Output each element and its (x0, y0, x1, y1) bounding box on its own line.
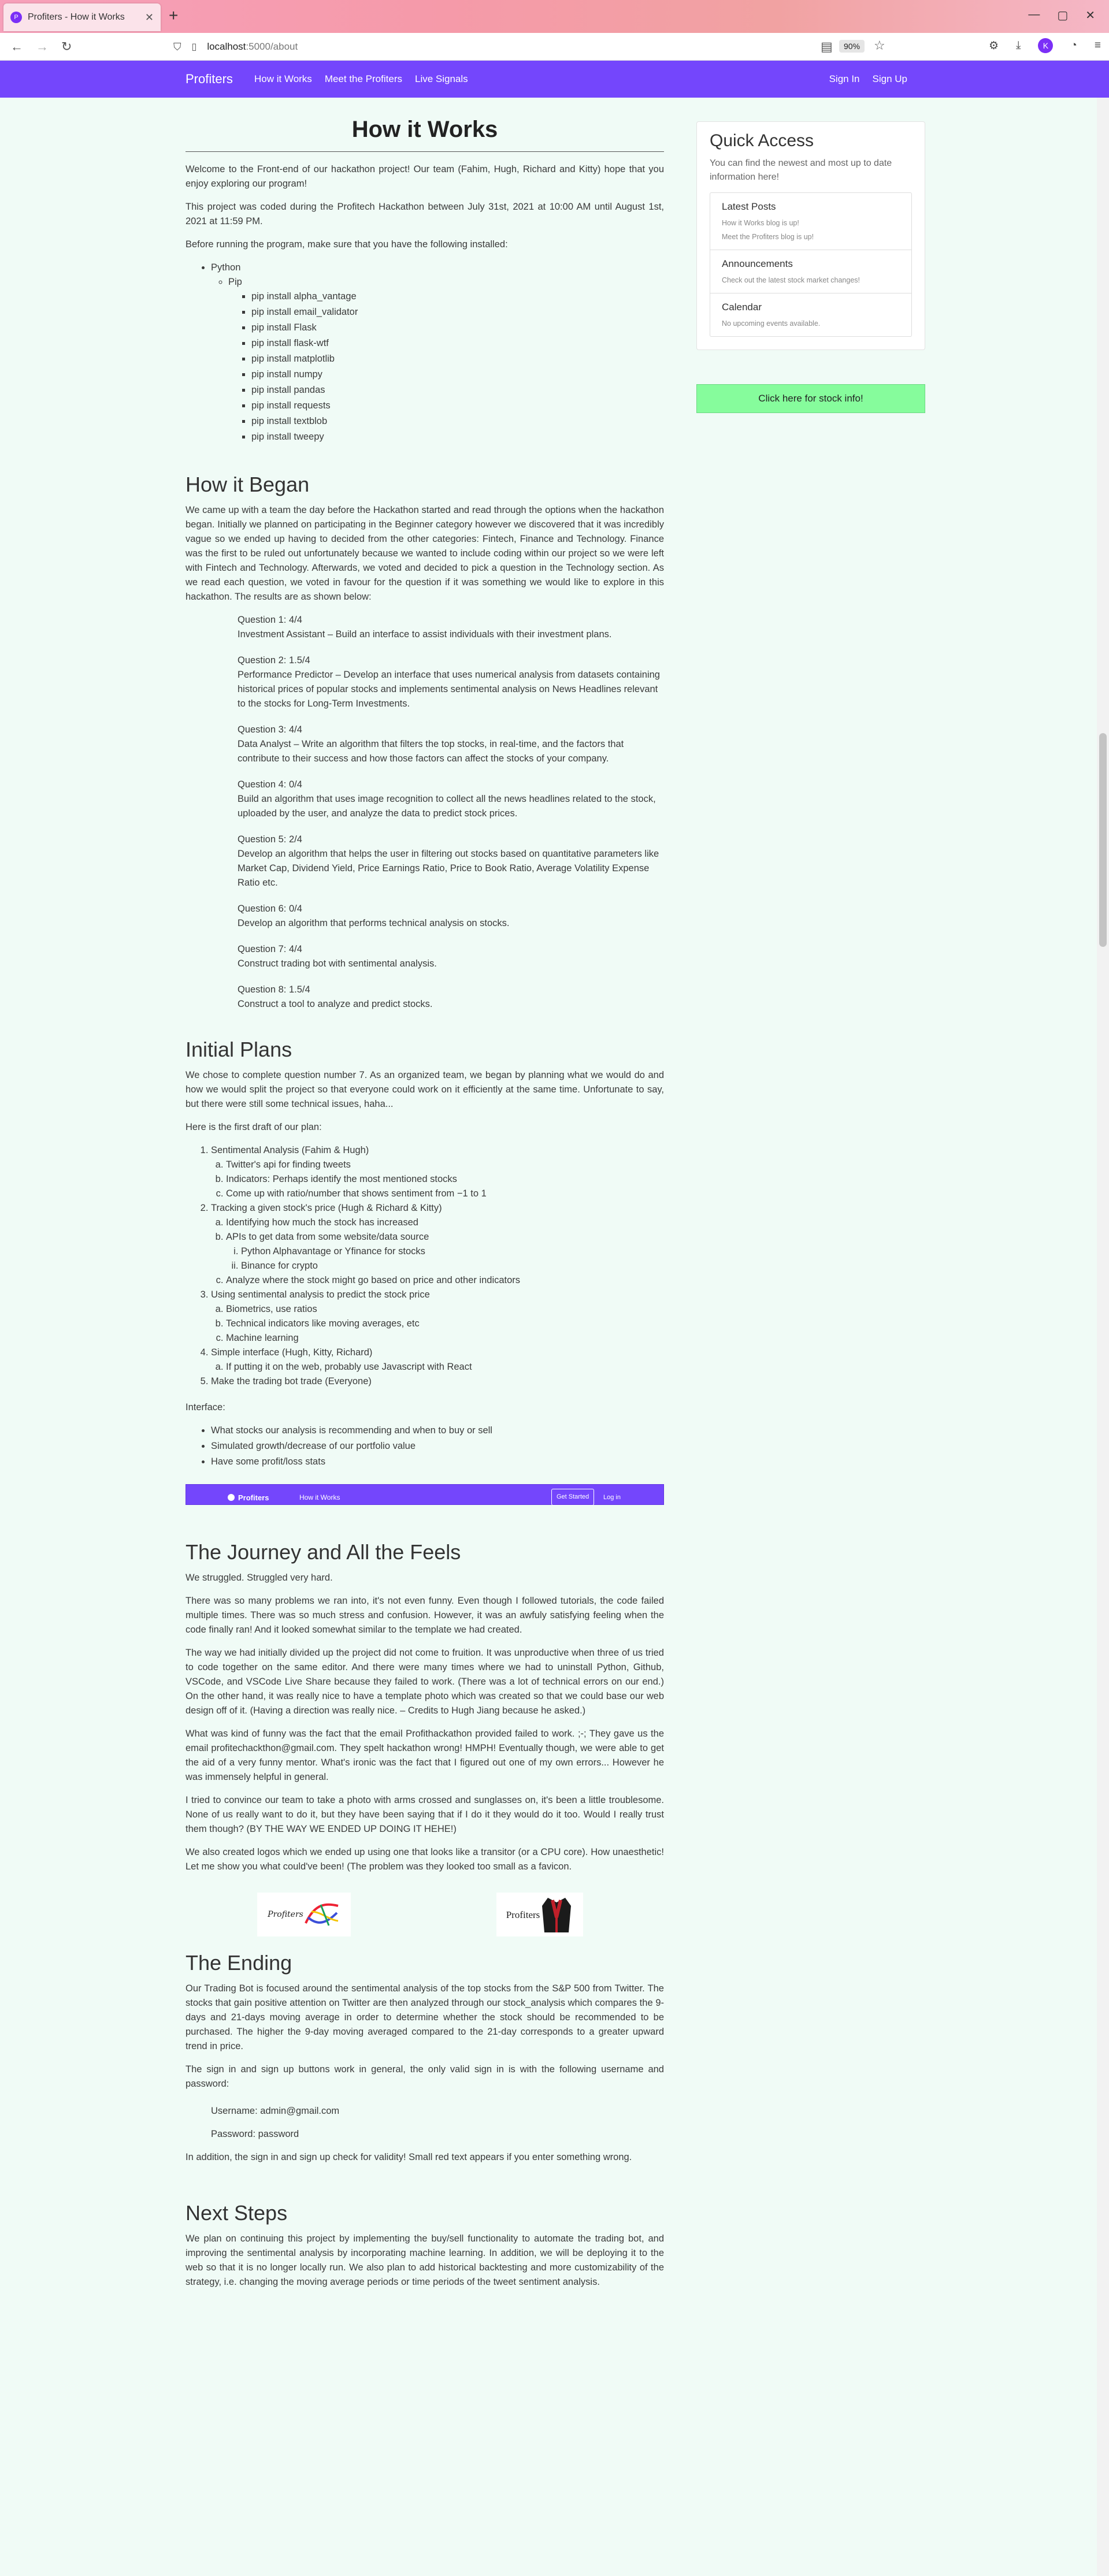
logo-gallery (186, 1893, 664, 1939)
question-title: Question 3: 4/4 (238, 724, 302, 735)
logo-option-2 (496, 1893, 583, 1936)
question-desc: Investment Assistant – Build an interface to assist individuals with their investment plans. (238, 629, 612, 640)
ending-paragraph-2: The sign in and sign up buttons work in general, the only valid sign in is with the following username and password: (186, 2064, 664, 2089)
demo-password: Password: password (211, 2129, 299, 2139)
maximize-icon[interactable]: ▢ (1057, 9, 1069, 22)
install-item-pip (228, 275, 664, 444)
draft-brand (228, 1490, 269, 1505)
nav-sign-in[interactable]: Sign In (829, 73, 860, 84)
plan-subitem: a. Twitter's api for finding tweets (226, 1158, 664, 1172)
plan-sublist (226, 1302, 664, 1345)
next-paragraph: We plan on continuing this project by implementing the buy/sell functionality to automate the trading bot, and improving the sentimental analysis by incorporating machine learning. In addition, we will be deploying it to the web so that it is no longer locally run. We also plan to add historical backtesting and more customizability of the strategy, i.e. changing the moving average periods or time periods of the tweet sentiment analysis. (186, 2233, 664, 2287)
account-avatar[interactable]: K (1038, 38, 1053, 53)
plan-subitem: c. Come up with ratio/number that shows sentiment from −1 to 1 (226, 1187, 664, 1201)
intro-paragraph-3: Before running the program, make sure that you have the following installed: (186, 239, 508, 250)
plans-paragraph-2: Here is the first draft of our plan: (186, 1122, 322, 1132)
draft-brand-label: Profiters (238, 1493, 269, 1502)
stock-info-button[interactable]: Click here for stock info! (696, 384, 925, 413)
browser-toolbar (0, 33, 1109, 61)
install-item-python (211, 261, 664, 444)
nav-meet-the-profiters[interactable]: Meet the Profiters (324, 73, 402, 84)
tab-title: Profiters - How it Works (28, 12, 125, 22)
page-title: How it Works (186, 116, 664, 152)
plan-item-label: Tracking a given stock's price (Hugh & Richard & Kitty) (211, 1203, 442, 1213)
nav-live-signals[interactable]: Live Signals (414, 73, 468, 84)
question-title: Question 6: 0/4 (238, 904, 302, 914)
install-sublist (228, 275, 664, 444)
tab-close-icon[interactable]: ✕ (144, 11, 154, 23)
question-title: Question 2: 1.5/4 (238, 655, 310, 666)
question-desc: Data Analyst – Write an algorithm that filters the top stocks, in real-time, and the factors that contribute to their success and how those factors can affect the stocks of your company. (238, 739, 624, 764)
draft-navbar-image (186, 1484, 664, 1505)
plan-subsublist (241, 1244, 664, 1273)
bookmark-star-icon[interactable]: ☆ (874, 38, 885, 53)
demo-username: Username: admin@gmail.com (211, 2106, 340, 2116)
nav-sign-up[interactable]: Sign Up (872, 73, 907, 84)
nav-auth-links (829, 73, 907, 85)
question-title: Question 8: 1.5/4 (238, 984, 310, 995)
page-icon: ▯ (191, 42, 197, 52)
question-3 (238, 723, 664, 766)
heading-initial-plans: Initial Plans (186, 1038, 292, 1061)
plan-item (211, 1345, 664, 1374)
menu-icon[interactable]: ≡ (1094, 39, 1101, 51)
back-icon[interactable]: ← (10, 39, 23, 54)
logo-option-2-text: Profiters (506, 1909, 540, 1920)
logo-jacket-icon (540, 1894, 573, 1935)
new-tab-button[interactable]: + (169, 6, 179, 24)
draft-logo-icon (228, 1494, 235, 1501)
plan-item (211, 1143, 664, 1201)
main-content (186, 116, 664, 2298)
question-desc: Performance Predictor – Develop an interface that uses numerical analysis from datasets containing historical prices of popular stocks and implements sentimental analysis on News Headlines relevant to the stocks for Long-Term Investments. (238, 670, 660, 709)
plan-item-label: Sentimental Analysis (Fahim & Hugh) (211, 1145, 369, 1155)
reload-icon[interactable]: ↻ (61, 39, 72, 54)
question-desc: Construct trading bot with sentimental analysis. (238, 958, 437, 969)
logo-option-1 (257, 1893, 351, 1936)
plan-subitem-label: APIs to get data from some website/data source (226, 1232, 429, 1242)
nav-links (254, 73, 468, 85)
quick-access-desc: You can find the newest and most up to date information here! (710, 158, 892, 182)
ending-paragraph-3: In addition, the sign in and sign up check for validity! Small red text appears if you enter something wrong. (186, 2152, 632, 2162)
plan-item (211, 1288, 664, 1345)
page-scrollbar[interactable] (1097, 98, 1109, 2576)
browser-tab-active[interactable] (3, 3, 161, 31)
plan-subitem: c. Machine learning (226, 1331, 664, 1345)
question-title: Question 5: 2/4 (238, 834, 302, 845)
package-item: ▪ pip install pandas (251, 383, 664, 397)
minimize-icon[interactable]: — (1028, 8, 1040, 21)
list-item-title: Calendar (722, 302, 762, 313)
ending-paragraph-1: Our Trading Bot is focused around the sentimental analysis of the top stocks from the S&P 500 from Twitter. The stocks that gain positive attention on Twitter are then analyzed through our stock_analysis which compares the 9-days and 21-days moving average in order to determine whether the stock should be recommended to be purchased. The higher the 9-day moving averaged compared to the 21-day corresponds to a greater upward trend in price. (186, 1983, 664, 2051)
reader-view-icon[interactable]: ▤ (821, 39, 833, 54)
plan-subitem: c. Analyze where the stock might go based on price and other indicators (226, 1273, 664, 1288)
install-list (211, 261, 664, 444)
plan-item (211, 1201, 664, 1288)
package-item: ▪ pip install Flask (251, 321, 664, 335)
address-bar[interactable] (173, 36, 884, 57)
package-list (251, 289, 664, 444)
download-icon[interactable]: ⤓ (1016, 39, 1021, 51)
window-controls (1028, 8, 1095, 23)
plan-subitem: a. If putting it on the web, probably use Javascript with React (226, 1360, 664, 1374)
question-desc: Develop an algorithm that helps the user in filtering out stocks based on quantitative parameters like Market Cap, Dividend Yield, Price Earnings Ratio, Price to Book Ratio, Average Volatility Expense Ratio etc. (238, 849, 659, 888)
logo-swirl-icon (303, 1900, 340, 1929)
question-desc: Construct a tool to analyze and predict stocks. (238, 999, 433, 1009)
interface-list (211, 1423, 664, 1469)
began-paragraph: We came up with a team the day before the Hackathon started and read through the options when the hackathon began. Initially we planned on participating in the Beginner category however we discovered that it was incredibly vague so we ended up having to decided from the other categories: Fintech, Finance and Technology. Finance was the first to be ruled out unfortunately because we wanted to include coding within our project so we were left with Fintech and Technology. Afterwards, we voted and decided to pick a question in the Technology section. As we read each question, we voted in favour for the question if it was something we would like to explore in this hackathon. The results are as shown below: (186, 505, 664, 602)
draft-get-started: Get Started (551, 1489, 594, 1506)
browser-right-icons (989, 38, 1101, 53)
plan-subsubitem: i. Python Alphavantage or Yfinance for stocks (241, 1244, 664, 1259)
zoom-level[interactable]: 90% (839, 40, 865, 53)
plan-list (211, 1143, 664, 1389)
list-item-line: How it Works blog is up! (722, 219, 799, 227)
question-6 (238, 902, 664, 931)
intro-paragraph-2: This project was coded during the Profitech Hackathon between July 31st, 2021 at 10:00 AM until August 1st, 2021 at 11:59 PM. (186, 202, 664, 226)
question-title: Question 7: 4/4 (238, 944, 302, 954)
plan-subitem: a. Biometrics, use ratios (226, 1302, 664, 1317)
journey-paragraph-6: We also created logos which we ended up using one that looks like a transitor (or a CPU core). How unaesthetic! Let me show you what could've been! (The problem was they looked too small as a favicon. (186, 1847, 664, 1872)
intro-paragraph-1: Welcome to the Front-end of our hackathon project! Our team (Fahim, Hugh, Richard and Kitty) hope that you enjoy exploring our program! (186, 164, 664, 189)
journey-paragraph-2: There was so many problems we ran into, it's not even funny. Even though I followed tutorials, the code failed multiple times. There was so much stress and confusion. However, it was an awfuly satisfying feeling when the code finally ran! And it looked somewhat similar to the template we had created. (186, 1596, 664, 1635)
close-window-icon[interactable]: ✕ (1085, 9, 1095, 22)
list-item-line: Meet the Profiters blog is up! (722, 233, 814, 241)
plans-paragraph-1: We chose to complete question number 7. As an organized team, we began by planning what we would do and how we would split the project so that everyone could work on it efficiently at the same time. Unfortunate to say, but there were still some technical issues, haha... (186, 1070, 664, 1109)
heading-how-it-began: How it Began (186, 473, 310, 496)
interface-item: • Have some profit/loss stats (211, 1455, 664, 1469)
list-item-line: No upcoming events available. (722, 319, 821, 328)
journey-paragraph-1: We struggled. Struggled very hard. (186, 1573, 333, 1583)
plan-subitem: b. Technical indicators like moving averages, etc (226, 1317, 664, 1331)
url-host: localhost (207, 41, 246, 52)
plan-item: 5. Make the trading bot trade (Everyone) (211, 1374, 664, 1389)
question-title: Question 1: 4/4 (238, 615, 302, 625)
quick-access-latest-posts[interactable] (710, 193, 911, 250)
draft-how-link: How it Works (299, 1493, 340, 1501)
plan-subitem (226, 1230, 664, 1273)
quick-access-list (710, 192, 912, 337)
question-desc: Build an algorithm that uses image recognition to collect all the news headlines related to the stock, uploaded by the user, and analyze the data to predict stock prices. (238, 794, 656, 819)
quick-access-announcements[interactable] (710, 250, 911, 293)
package-item: ▪ pip install matplotlib (251, 352, 664, 366)
journey-paragraph-3: The way we had initially divided up the project did not come to fruition. It was unproductive when three of us tried to code together on the same editor. And there were many times where we had to uninstall Python, Github, VSCode, and VSCode Live Share because they failed to work. (There was a lot of technical errors on our end.) On the other hand, it was really nice to have a template photo which was created so that we could base our web design off of it. (Having a direction was really nice. – Credits to Hugh Jiang because he asked.) (186, 1648, 664, 1716)
plan-subitem: a. Identifying how much the stock has increased (226, 1215, 664, 1230)
package-item: ▪ pip install tweepy (251, 430, 664, 444)
package-item: ▪ pip install email_validator (251, 305, 664, 319)
scrollbar-thumb[interactable] (1099, 733, 1107, 947)
plan-item-label: Simple interface (Hugh, Kitty, Richard) (211, 1347, 373, 1358)
quick-access-card (696, 121, 925, 350)
package-item: ▪ pip install requests (251, 399, 664, 413)
extensions-icon[interactable]: ◔ (1070, 39, 1077, 51)
question-7 (238, 942, 664, 971)
plan-sublist (226, 1360, 664, 1374)
settings-icon[interactable]: ⚙ (988, 39, 999, 52)
question-5 (238, 832, 664, 890)
list-item-line: Check out the latest stock market changes! (722, 276, 861, 284)
package-item: ▪ pip install flask-wtf (251, 336, 664, 351)
plan-sublist (226, 1215, 664, 1288)
logo-option-1-text: Profiters (268, 1909, 303, 1919)
shield-icon[interactable]: ⛉ (173, 40, 181, 53)
heading-next-steps: Next Steps (186, 2201, 288, 2225)
heading-ending: The Ending (186, 1951, 292, 1975)
plan-item-label: Using sentimental analysis to predict the stock price (211, 1289, 430, 1300)
plan-subsubitem: ii. Binance for crypto (241, 1259, 664, 1273)
interface-item: • Simulated growth/decrease of our portfolio value (211, 1439, 664, 1454)
question-2 (238, 653, 664, 711)
draft-login: Log in (603, 1494, 621, 1501)
nav-how-it-works[interactable]: How it Works (254, 73, 312, 84)
journey-paragraph-5: I tried to convince our team to take a photo with arms crossed and sunglasses on, it's been a little troublesome. None of us really want to do it, but they have been saying that if I do it they would do it too. Would I really trust them though? (BY THE WAY WE ENDED UP DOING IT HEHE!) (186, 1795, 664, 1834)
plan-sublist (226, 1158, 664, 1201)
install-python-label: Python (211, 262, 241, 273)
quick-access-title: Quick Access (710, 131, 814, 150)
url-path: :5000/about (246, 41, 298, 52)
package-item: ▪ pip install textblob (251, 414, 664, 429)
journey-paragraph-4: What was kind of funny was the fact that the email Profithackathon provided failed to work. ;-; They gave us the email profitechackthon@gmail.com. They spelt hackathon wrong! HMPH! Eventually though, we were able to get the aid of a very funny mentor. What's ironic was the fact that I figured out one of my own errors... However he was immensely helpful in general. (186, 1729, 664, 1782)
url-text[interactable] (207, 41, 298, 53)
question-8 (238, 983, 664, 1012)
question-title: Question 4: 0/4 (238, 779, 302, 790)
question-desc: Develop an algorithm that performs technical analysis on stocks. (238, 918, 510, 928)
forward-icon[interactable]: → (36, 39, 49, 54)
package-item: ▪ pip install alpha_vantage (251, 289, 664, 304)
quick-access-calendar[interactable] (710, 293, 911, 336)
package-item: ▪ pip install numpy (251, 367, 664, 382)
question-1 (238, 613, 664, 642)
plan-subitem: b. Indicators: Perhaps identify the most mentioned stocks (226, 1172, 664, 1187)
interface-item: • What stocks our analysis is recommending and when to buy or sell (211, 1423, 664, 1438)
profiters-favicon-icon: P (10, 12, 22, 23)
browser-tab-bar (0, 0, 1109, 33)
heading-journey: The Journey and All the Feels (186, 1540, 461, 1564)
install-pip-label: Pip (228, 277, 242, 287)
list-item-title: Announcements (722, 258, 793, 269)
site-navbar (0, 61, 1109, 98)
question-4 (238, 778, 664, 821)
list-item-title: Latest Posts (722, 201, 776, 212)
brand-link[interactable]: Profiters (186, 72, 233, 86)
interface-label: Interface: (186, 1402, 225, 1412)
